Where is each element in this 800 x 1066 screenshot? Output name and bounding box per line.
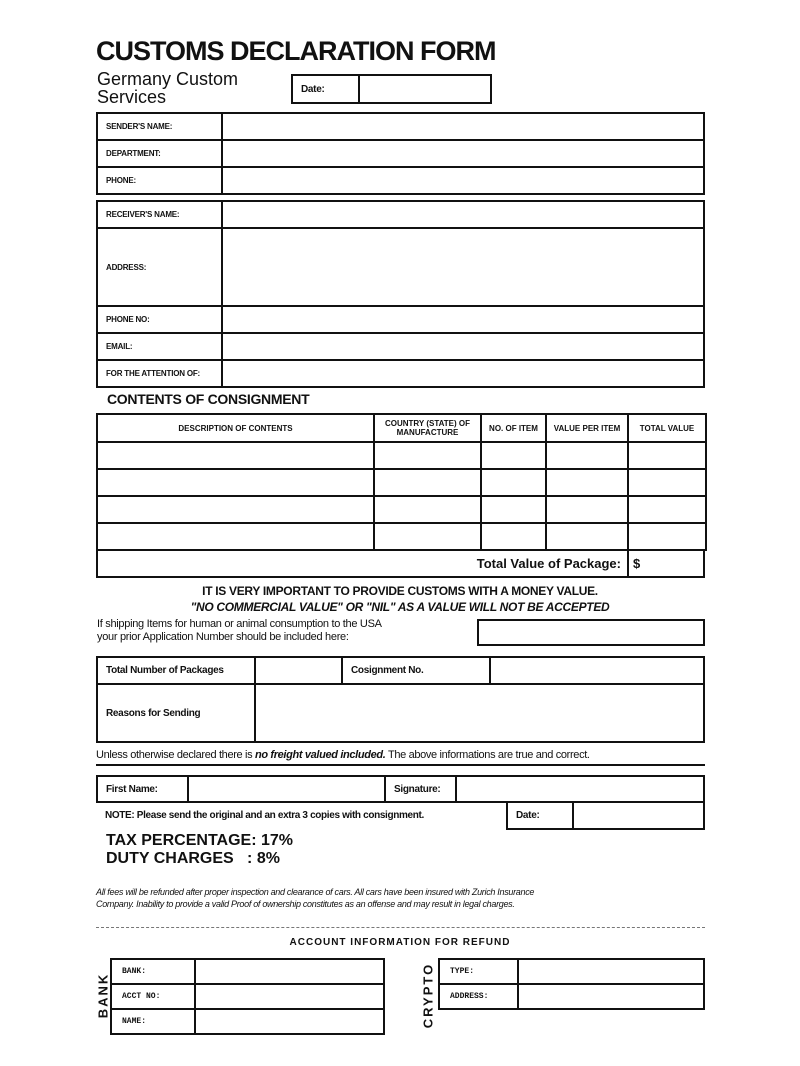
receiver-label-3: EMAIL: — [96, 332, 223, 361]
receiver-field-4[interactable] — [221, 359, 705, 388]
table-cell[interactable] — [480, 441, 547, 470]
table-cell[interactable] — [96, 441, 375, 470]
fine-print — [96, 886, 534, 910]
date-field[interactable] — [358, 74, 492, 104]
receiver-label-1: ADDRESS: — [96, 227, 223, 307]
reasons-label: Reasons for Sending — [96, 683, 256, 743]
sender-label-2: PHONE: — [96, 166, 223, 195]
column-header-3: VALUE PER ITEM — [545, 413, 629, 443]
reasons-field[interactable] — [254, 683, 705, 743]
column-header-4: TOTAL VALUE — [627, 413, 707, 443]
usa-line2: your prior Application Number should be included here: — [97, 631, 349, 643]
refund-heading: ACCOUNT INFORMATION FOR REFUND — [289, 937, 511, 948]
declaration-post: The above informations are true and correct. — [385, 749, 590, 761]
table-cell[interactable] — [373, 441, 482, 470]
receiver-field-0[interactable] — [221, 200, 705, 229]
sender-field-1[interactable] — [221, 139, 705, 168]
tax-percentage: TAX PERCENTAGE: 17% — [106, 832, 293, 849]
signature-label: Signature: — [384, 775, 457, 803]
duty-charges: DUTY CHARGES : 8% — [106, 850, 280, 867]
receiver-field-3[interactable] — [221, 332, 705, 361]
table-cell[interactable] — [545, 441, 629, 470]
table-cell[interactable] — [96, 468, 375, 497]
table-cell[interactable] — [373, 495, 482, 524]
dashed-divider — [96, 927, 705, 928]
signature-field[interactable] — [455, 775, 705, 803]
agency-line2: Services — [97, 87, 167, 107]
crypto-title: CRYPTO — [420, 962, 436, 1029]
usa-instructions — [97, 618, 382, 644]
receiver-field-1[interactable] — [221, 227, 705, 307]
sign-date-label: Date: — [506, 801, 574, 830]
money-value-notice — [0, 583, 800, 615]
first-name-field[interactable] — [187, 775, 386, 803]
consignment-label: Cosignment No. — [341, 656, 491, 685]
fine-print-line2: Company. Inability to provide a valid Proof of ownership constitutes as an offense and may result in legal charges. — [96, 899, 515, 909]
crypto-label-0: TYPE: — [438, 958, 519, 985]
first-name-label: First Name: — [96, 775, 189, 803]
declaration-text — [96, 749, 590, 761]
table-cell[interactable] — [480, 468, 547, 497]
bank-label-0: BANK: — [110, 958, 196, 985]
table-cell[interactable] — [627, 522, 707, 551]
fine-print-line1: All fees will be refunded after proper inspection and clearance of cars. All cars have been insured with Zurich Insurance — [96, 887, 535, 897]
sign-date-field[interactable] — [572, 801, 705, 830]
consignment-field[interactable] — [489, 656, 705, 685]
crypto-field-0[interactable] — [517, 958, 705, 985]
sender-field-2[interactable] — [221, 166, 705, 195]
form-title: CUSTOMS DECLARATION FORM — [96, 36, 496, 66]
sender-field-0[interactable] — [221, 112, 705, 141]
table-cell[interactable] — [480, 522, 547, 551]
table-cell[interactable] — [373, 468, 482, 497]
receiver-label-2: PHONE NO: — [96, 305, 223, 334]
table-cell[interactable] — [373, 522, 482, 551]
application-number-field[interactable] — [477, 619, 705, 646]
declaration-underline — [96, 764, 705, 766]
copies-note: NOTE: Please send the original and an extra 3 copies with consignment. — [105, 810, 424, 821]
column-header-0: DESCRIPTION OF CONTENTS — [96, 413, 375, 443]
table-cell[interactable] — [627, 468, 707, 497]
bank-title: BANK — [95, 972, 111, 1019]
table-cell[interactable] — [627, 441, 707, 470]
column-header-2: NO. OF ITEM — [480, 413, 547, 443]
table-cell[interactable] — [545, 468, 629, 497]
declaration-pre: Unless otherwise declared there is — [96, 749, 255, 761]
crypto-label-1: ADDRESS: — [438, 983, 519, 1010]
crypto-field-1[interactable] — [517, 983, 705, 1010]
column-header-1: COUNTRY (STATE) OF MANUFACTURE — [373, 413, 482, 443]
agency-name — [97, 70, 238, 106]
receiver-label-4: FOR THE ATTENTION OF: — [96, 359, 223, 388]
contents-heading: CONTENTS OF CONSIGNMENT — [107, 391, 310, 407]
sender-label-0: SENDER'S NAME: — [96, 112, 223, 141]
notice-line1: IT IS VERY IMPORTANT TO PROVIDE CUSTOMS WITH A MONEY VALUE. — [202, 584, 598, 598]
table-cell[interactable] — [627, 495, 707, 524]
table-cell[interactable] — [480, 495, 547, 524]
sender-label-1: DEPARTMENT: — [96, 139, 223, 168]
bank-field-1[interactable] — [194, 983, 385, 1010]
table-cell[interactable] — [545, 522, 629, 551]
bank-field-0[interactable] — [194, 958, 385, 985]
bank-field-2[interactable] — [194, 1008, 385, 1035]
declaration-italic: no freight valued included. — [254, 749, 386, 761]
notice-line2: "NO COMMERCIAL VALUE" OR "NIL" AS A VALUE WILL NOT BE ACCEPTED — [190, 600, 610, 614]
date-label: Date: — [291, 74, 360, 104]
bank-label-2: NAME: — [110, 1008, 196, 1035]
total-value-label: Total Value of Package: — [96, 549, 629, 578]
table-cell[interactable] — [96, 522, 375, 551]
bank-label-1: ACCT NO: — [110, 983, 196, 1010]
table-cell[interactable] — [96, 495, 375, 524]
receiver-field-2[interactable] — [221, 305, 705, 334]
usa-line1: If shipping Items for human or animal consumption to the USA — [97, 618, 382, 630]
table-cell[interactable] — [545, 495, 629, 524]
total-packages-field[interactable] — [254, 656, 343, 685]
total-value-field[interactable]: $ — [627, 549, 705, 578]
receiver-label-0: RECEIVER'S NAME: — [96, 200, 223, 229]
total-packages-label: Total Number of Packages — [96, 656, 256, 685]
agency-line1: Germany Custom — [97, 69, 239, 89]
